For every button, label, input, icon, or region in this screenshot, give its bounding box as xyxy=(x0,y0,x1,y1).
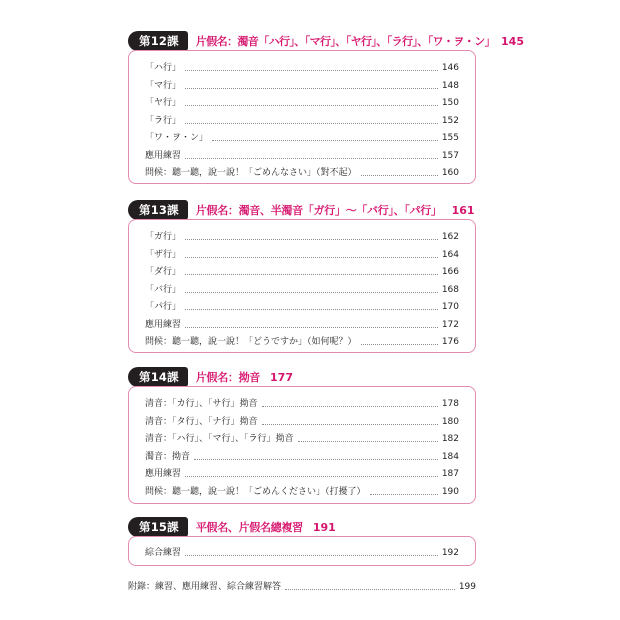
lesson-title: 片假名：濁音、半濁音「ガ行」～「バ行」、「パ行」 xyxy=(195,204,442,217)
toc-entry[interactable] xyxy=(145,96,459,108)
entry-page: 182 xyxy=(441,434,459,444)
toc-entry[interactable] xyxy=(145,283,459,295)
lesson-page: 161 xyxy=(451,203,475,217)
entry-label: 「マ行」 xyxy=(145,81,182,91)
entry-label: 清音：「タ行」、「ナ行」拗音 xyxy=(145,417,258,427)
entry-label: 「バ行」 xyxy=(145,285,182,295)
dot-leader xyxy=(185,105,438,106)
entry-page: 146 xyxy=(441,63,459,73)
dot-leader xyxy=(262,406,438,407)
lesson-badge: 第14課 xyxy=(128,367,188,387)
toc-entry[interactable] xyxy=(145,450,459,462)
entry-page: 178 xyxy=(441,399,459,409)
toc-entry[interactable] xyxy=(145,248,459,260)
toc-entry[interactable] xyxy=(145,166,459,178)
lesson-header xyxy=(128,366,293,388)
toc-entry[interactable] xyxy=(145,467,459,479)
lesson-page: 191 xyxy=(312,520,336,534)
entry-label: 「ハ行」 xyxy=(145,63,182,73)
entry-page: 176 xyxy=(441,337,459,347)
dot-leader xyxy=(361,344,438,345)
entry-label: 綜合練習 xyxy=(145,548,182,558)
lesson-entries-box xyxy=(128,536,476,566)
entry-page: 168 xyxy=(441,285,459,295)
dot-leader xyxy=(194,459,438,460)
toc-entry[interactable] xyxy=(145,485,459,497)
dot-leader xyxy=(185,555,438,556)
entry-page: 164 xyxy=(441,250,459,260)
toc-entry[interactable] xyxy=(145,131,459,143)
dot-leader xyxy=(185,292,438,293)
dot-leader xyxy=(185,309,438,310)
dot-leader xyxy=(285,589,455,590)
entry-label: 「ヤ行」 xyxy=(145,98,182,108)
toc-entry[interactable] xyxy=(145,149,459,161)
lesson-page: 177 xyxy=(270,370,293,384)
lesson-title: 平假名、片假名總複習 xyxy=(195,521,303,534)
dot-leader xyxy=(185,123,438,124)
toc-entry[interactable] xyxy=(145,300,459,312)
lesson-header xyxy=(128,516,336,538)
appendix-page: 199 xyxy=(458,582,476,592)
lesson-title: 片假名：濁音「ハ行」、「マ行」、「ヤ行」、「ラ行」、「ワ・ヲ・ン」 xyxy=(195,35,496,48)
lesson-title: 片假名：拗音 xyxy=(195,371,261,384)
toc-entry[interactable] xyxy=(145,61,459,73)
toc-entry[interactable] xyxy=(145,397,459,409)
toc-entry[interactable] xyxy=(145,546,459,558)
dot-leader xyxy=(212,140,438,141)
entry-label: 「ラ行」 xyxy=(145,116,182,126)
entry-label: 「ザ行」 xyxy=(145,250,182,260)
entry-label: 問候：聽一聽，說一說！「どうですか」（如何呢？） xyxy=(145,337,357,347)
entry-page: 172 xyxy=(441,320,459,330)
lesson-header xyxy=(128,199,475,221)
entry-page: 162 xyxy=(441,232,459,242)
entry-page: 190 xyxy=(441,487,459,497)
lesson-entries-box xyxy=(128,50,476,184)
toc-entry[interactable] xyxy=(145,335,459,347)
dot-leader xyxy=(185,70,438,71)
entry-label: 問候：聽一聽，說一說！「ごめんなさい」（對不起） xyxy=(145,168,357,178)
entry-label: 「パ行」 xyxy=(145,302,182,312)
toc-entry[interactable] xyxy=(145,415,459,427)
entry-page: 160 xyxy=(441,168,459,178)
entry-page: 170 xyxy=(441,302,459,312)
dot-leader xyxy=(185,274,438,275)
entry-label: 應用練習 xyxy=(145,469,182,479)
dot-leader xyxy=(185,476,438,477)
dot-leader xyxy=(370,494,438,495)
dot-leader xyxy=(185,327,438,328)
entry-page: 152 xyxy=(441,116,459,126)
toc-entry[interactable] xyxy=(145,432,459,444)
entry-label: 「ワ・ヲ・ン」 xyxy=(145,133,209,143)
entry-label: 應用練習 xyxy=(145,151,182,161)
entry-page: 187 xyxy=(441,469,459,479)
toc-entry[interactable] xyxy=(145,265,459,277)
dot-leader xyxy=(185,239,438,240)
entry-label: 問候：聽一聽，說一說！「ごめんください」（打擾了） xyxy=(145,487,366,497)
entry-page: 184 xyxy=(441,452,459,462)
entry-label: 濁音：拗音 xyxy=(145,452,191,462)
entry-label: 「ガ行」 xyxy=(145,232,182,242)
dot-leader xyxy=(185,88,438,89)
entry-page: 155 xyxy=(441,133,459,143)
dot-leader xyxy=(262,424,438,425)
entry-label: 應用練習 xyxy=(145,320,182,330)
lesson-page: 145 xyxy=(501,34,524,48)
lesson-badge: 第12課 xyxy=(128,31,188,51)
lesson-badge: 第13課 xyxy=(128,200,188,220)
entry-page: 150 xyxy=(441,98,459,108)
toc-entry[interactable] xyxy=(145,114,459,126)
lesson-badge: 第15課 xyxy=(128,517,188,537)
entry-label: 清音：「ハ行」、「マ行」、「ラ行」拗音 xyxy=(145,434,294,444)
toc-entry[interactable] xyxy=(145,79,459,91)
dot-leader xyxy=(298,441,438,442)
appendix-label: 附錄：練習、應用練習、綜合練習解答 xyxy=(128,582,282,592)
dot-leader xyxy=(185,158,438,159)
entry-label: 清音：「カ行」、「サ行」拗音 xyxy=(145,399,258,409)
lesson-header xyxy=(128,30,524,52)
lesson-entries-box xyxy=(128,219,476,353)
entry-page: 166 xyxy=(441,267,459,277)
entry-page: 192 xyxy=(441,548,459,558)
lesson-entries-box xyxy=(128,386,476,504)
entry-page: 148 xyxy=(441,81,459,91)
toc-entry[interactable] xyxy=(145,318,459,330)
dot-leader xyxy=(185,257,438,258)
entry-page: 180 xyxy=(441,417,459,427)
appendix-entry[interactable] xyxy=(128,580,476,592)
dot-leader xyxy=(361,175,438,176)
entry-page: 157 xyxy=(441,151,459,161)
toc-entry[interactable] xyxy=(145,230,459,242)
entry-label: 「ダ行」 xyxy=(145,267,182,277)
